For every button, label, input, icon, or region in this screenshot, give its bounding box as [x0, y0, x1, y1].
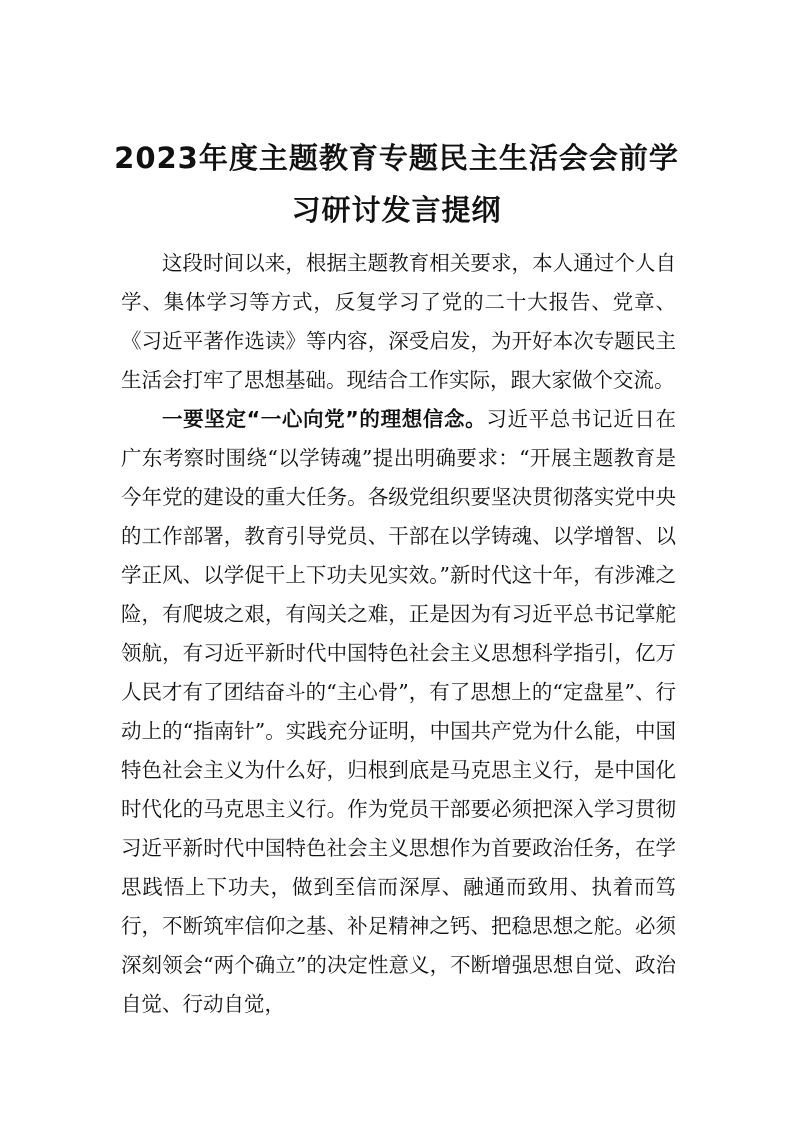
title-line-2: 习研讨发言提纲 — [291, 193, 502, 227]
paragraph-intro — [121, 244, 676, 400]
paragraph-point-1-heading: 一要坚定“一心向党”的理想信念。 — [162, 407, 487, 431]
document-title — [100, 132, 693, 236]
paragraph-intro-text: 这段时间以来，根据主题教育相关要求，本人通过个人自学、集体学习等方式，反复学习了党的二十大报告、党章、《习近平著作选读》等内容，深受启发，为开好本次专题民主生活会打牢了思想基础。现结合工作实际，跟大家做个交流。 — [121, 251, 676, 392]
document-body — [121, 244, 676, 1024]
paragraph-point-1-text: 习近平总书记近日在广东考察时围绕“以学铸魂”提出明确要求：“开展主题教育是今年党的建设的重大任务。各级党组织要坚决贯彻落实党中央的工作部署，教育引导党员、干部在以学铸魂、以学增智、以学正风、以学促干上下功夫见实效。”新时代这十年，有涉滩之险，有爬坡之艰，有闯关之难，正是因为有习近平总书记掌舵领航，有习近平新时代中国特色社会主义思想科学指引，亿万人民才有了团结奋斗的“主心骨”，有了思想上的“定盘星”、行动上的“指南针”。实践充分证明，中国共产党为什么能，中国特色社会主义为什么好，归根到底是马克思主义行，是中国化时代化的马克思主义行。作为党员干部要必须把深入学习贯彻习近平新时代中国特色社会主义思想作为首要政治任务，在学思践悟上下功夫，做到至信而深厚、融通而致用、执着而笃行，不断筑牢信仰之基、补足精神之钙、把稳思想之舵。必须深刻领会“两个确立”的决定性意义，不断增强思想自觉、政治自觉、行动自觉， — [121, 407, 676, 1016]
title-line-1: 2023年度主题教育专题民主生活会会前学 — [114, 141, 679, 175]
paragraph-point-1 — [121, 400, 676, 1024]
